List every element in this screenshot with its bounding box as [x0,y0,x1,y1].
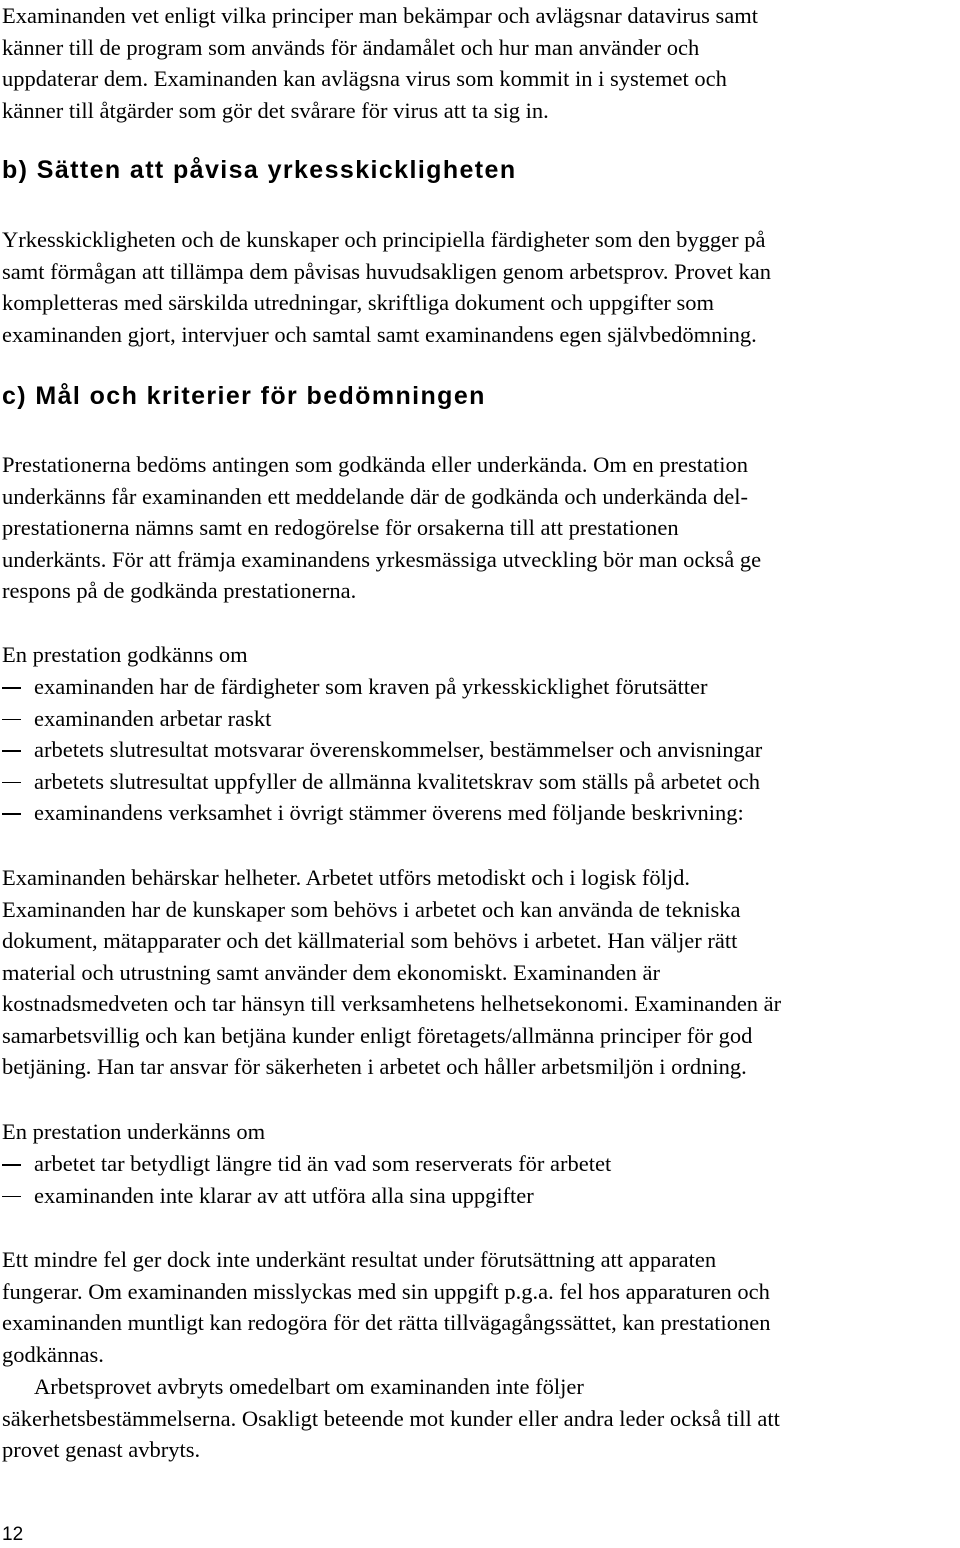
approved-criteria-list [2,671,960,829]
list-item [2,734,960,766]
dash-bullet-icon [2,687,21,689]
list-item [2,703,960,735]
text-line: Examinanden vet enligt vilka principer man bekämpar och avlägsnar datavirus samt [2,3,758,28]
description-paragraph [2,862,960,1083]
text-line: fungerar. Om examinanden misslyckas med sin uppgift p.g.a. fel hos apparaturen och [2,1278,770,1304]
list-item-text: examinandens verksamhet i övrigt stämmer överens med följande beskrivning: [34,800,744,825]
text-line: samarbetsvillig och kan betjäna kunder enligt företagets/allmänna principer för god [2,1022,753,1048]
dash-bullet-icon [2,719,21,721]
text-line: examinanden gjort, intervjuer och samtal samt examinandens egen självbedömning. [2,321,757,347]
list-item [2,766,960,798]
text-line: säkerhetsbestämmelserna. Osakligt beteende mot kunder eller andra leder också till att [2,1405,780,1431]
failed-intro: En prestation underkänns om [2,1119,266,1144]
text-line: känner till åtgärder som gör det svårare för virus att ta sig in. [2,97,549,123]
list-item-text: examinanden har de färdigheter som kraven på yrkesskicklighet förutsätter [34,674,708,699]
text-line: Ett mindre fel ger dock inte underkänt resultat under förutsättning att apparaten [2,1247,717,1272]
text-line: provet genast avbryts. [2,1437,201,1462]
intro-paragraph [2,0,960,126]
list-item-text: arbetets slutresultat uppfyller de allmänna kvalitetskrav som ställs på arbetet och [34,768,761,794]
text-line: respons på de godkända prestationerna. [2,578,357,603]
list-item [2,797,960,829]
list-item-text: examinanden arbetar raskt [34,705,272,731]
text-line: material och utrustning samt använder dem ekonomiskt. Examinanden är [2,959,660,985]
list-item [2,1180,960,1212]
dash-bullet-icon [2,813,21,815]
list-item-text: arbetets slutresultat motsvarar överenskommelser, bestämmelser och anvisningar [34,737,763,762]
text-line: underkänns får examinanden ett meddelande där de godkända och underkända del- [2,483,748,509]
approved-intro: En prestation godkänns om [2,642,248,667]
text-line: Examinanden behärskar helheter. Arbetet utförs metodiskt och i logisk följd. [2,865,690,890]
dash-bullet-icon [2,1164,21,1166]
list-item-text: arbetet tar betydligt längre tid än vad som reserverats för arbetet [34,1151,612,1176]
page-number: 12 [2,1524,24,1545]
section-c-paragraph [2,449,960,607]
text-line: godkännas. [2,1341,104,1367]
failed-criteria-list [2,1148,960,1211]
text-line: betjäning. Han tar ansvar för säkerheten i arbetet och håller arbetsmiljön i ordning. [2,1054,747,1079]
text-line: dokument, mätapparater och det källmaterial som behövs i arbetet. Han väljer rätt [2,928,738,953]
text-line: Arbetsprovet avbryts omedelbart om examinanden inte följer [34,1374,584,1399]
dash-bullet-icon [2,1196,21,1198]
dash-bullet-icon [2,782,21,784]
text-line: Yrkesskickligheten och de kunskaper och principiella färdigheter som den bygger på [2,227,766,252]
text-line: kompletteras med särskilda utredningar, skriftliga dokument och uppgifter som [2,290,715,315]
minor-error-paragraph [2,1244,960,1370]
section-b-heading: b) Sätten att påvisa yrkesskickligheten [2,156,517,184]
dash-bullet-icon [2,750,21,752]
text-line: Prestationerna bedöms antingen som godkända eller underkända. Om en prestation [2,452,749,477]
text-line: prestationerna nämns samt en redogörelse för orsakerna till att prestationen [2,515,679,540]
text-line: känner till de program som används för ändamålet och hur man använder och [2,34,700,60]
section-b-paragraph [2,224,960,350]
text-line: examinanden muntligt kan redogöra för det rätta tillvägagångssättet, kan prestationen [2,1310,771,1335]
list-item [2,1148,960,1180]
text-line: kostnadsmedveten och tar hänsyn till verksamhetens helhetsekonomi. Examinanden är [2,991,782,1016]
abort-paragraph [2,1371,960,1466]
text-line: samt förmågan att tillämpa dem påvisas huvudsakligen genom arbetsprov. Provet kan [2,258,771,284]
section-c-heading: c) Mål och kriterier för bedömningen [2,382,486,410]
text-line: Examinanden har de kunskaper som behövs i arbetet och kan använda de tekniska [2,896,741,922]
list-item-text: examinanden inte klarar av att utföra alla sina uppgifter [34,1182,534,1208]
list-item [2,671,960,703]
text-line: uppdaterar dem. Examinanden kan avlägsna virus som kommit in i systemet och [2,66,727,91]
text-line: underkänts. För att främja examinandens yrkesmässiga utveckling bör man också ge [2,546,762,572]
